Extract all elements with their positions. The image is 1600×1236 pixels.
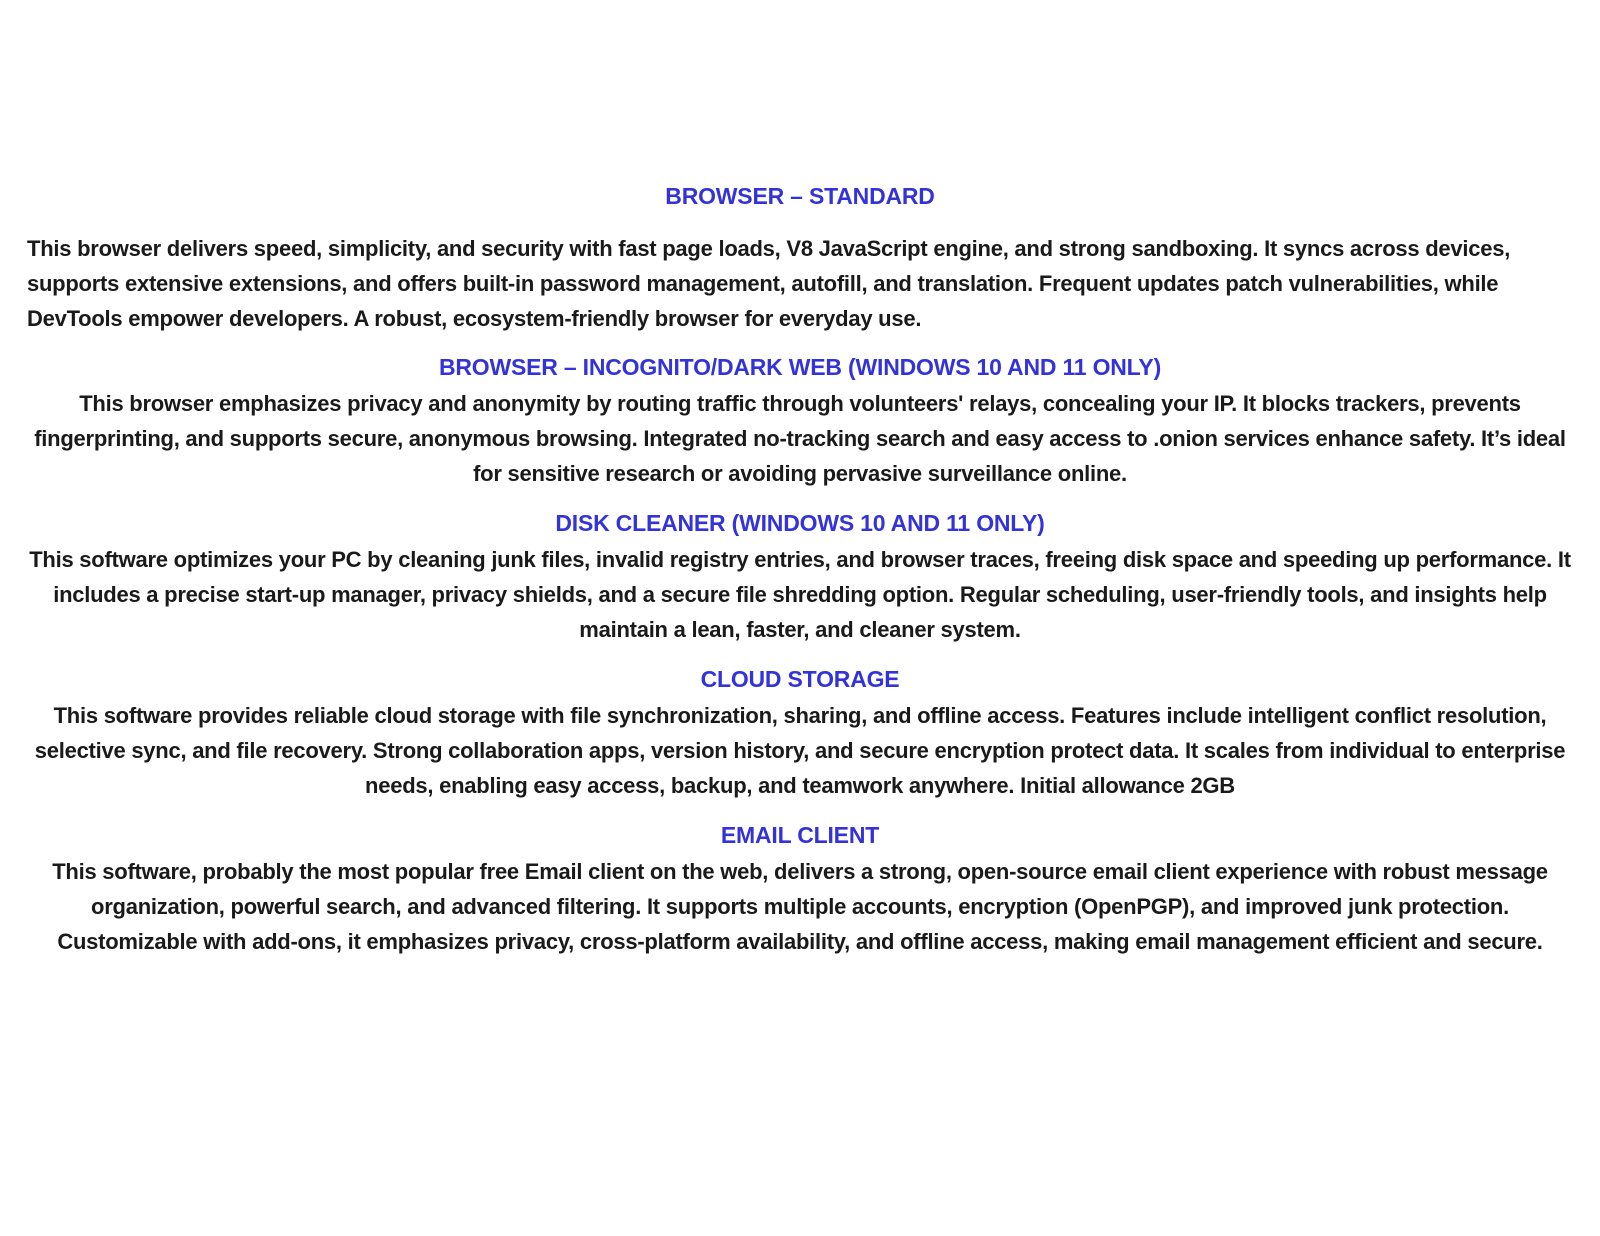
section-title-email-client: EMAIL CLIENT bbox=[720, 822, 880, 848]
section-title-disk-cleaner: DISK CLEANER (WINDOWS 10 AND 11 ONLY) bbox=[555, 510, 1045, 536]
section-body-disk-cleaner: This software optimizes your PC by cleaning junk files, invalid registry entries, and browser traces, freeing disk space and speeding up performance. It includes a precise start-up manager, privacy shields, and a secure file shredding option. Regular scheduling, user-friendly tools, and insights help maintain a lean, faster, and cleaner system. bbox=[29, 547, 1571, 642]
section-body-browser-incognito: This browser emphasizes privacy and anonymity by routing traffic through volunteers' relays, concealing your IP. It blocks trackers, prevents fingerprinting, and supports secure, anonymous browsing. Integrated no-tracking search and easy access to .onion services enhance safety. It’s ideal for sensitive research or avoiding pervasive surveillance online. bbox=[34, 391, 1566, 486]
section-title-browser-standard: BROWSER – STANDARD bbox=[665, 183, 935, 209]
section-title-browser-incognito: BROWSER – INCOGNITO/DARK WEB (WINDOWS 10 AND 11 ONLY) bbox=[438, 354, 1162, 380]
section-body-cloud-storage: This software provides reliable cloud storage with file synchronization, sharing, and offline access. Features include intelligent conflict resolution, selective sync, and file recovery. Strong collaboration apps, version history, and secure encryption protect data. It scales from individual to enterprise needs, enabling easy access, backup, and teamwork anywhere. Initial allowance 2GB bbox=[34, 703, 1566, 798]
section-body-browser-standard: This browser delivers speed, simplicity, and security with fast page loads, V8 JavaScript engine, and strong sandboxing. It syncs across devices, supports extensive extensions, and offers built-in password management, autofill, and translation. Frequent updates patch vulnerabilities, while DevTools empower developers. A robust, ecosystem-friendly browser for everyday use. bbox=[27, 236, 1511, 331]
section-title-cloud-storage: CLOUD STORAGE bbox=[700, 666, 900, 692]
section-body-email-client: This software, probably the most popular free Email client on the web, delivers a strong, open-source email client experience with robust message organization, powerful search, and advanced filtering. It supports multiple accounts, encryption (OpenPGP), and improved junk protection. Customizable with add-ons, it emphasizes privacy, cross-platform availability, and offline access, making email management efficient and secure. bbox=[52, 859, 1548, 954]
